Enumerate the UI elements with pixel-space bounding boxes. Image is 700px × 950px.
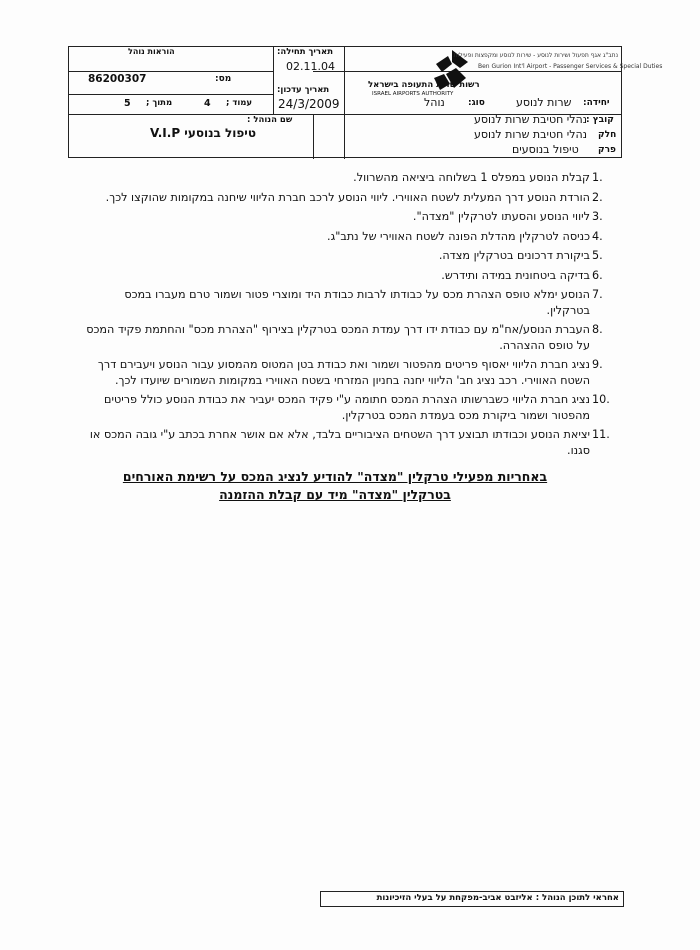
list-item: 4. כניסה לטרקלין מהדלת הפונה לשטח האווירי של נתב"ג. <box>327 229 603 243</box>
update-date-value: 24/3/2009 <box>278 97 340 111</box>
procedure-number: 86200307 <box>88 73 147 85</box>
list-item: 11. יציאת הנוסע וכבודתו תבוצע דרך השטחים הציבוריים בלבד, אלא אם אושר אחרת בכתב ע"י גובה המכס או סגנו. <box>89 428 610 457</box>
list-item: 5. ביקורת דרכונים בטרקלין מצדה. <box>438 249 603 262</box>
file-value: נהלי חטיבת שרות לנוסע <box>474 113 588 126</box>
list-item: 7. הנוסע ימלא טופס הצהרת מכס על כבודתו לרבות כבודת היד ומוצרי פטור ושמור טרם מעברו במכס בטרקלין. <box>124 288 603 317</box>
part-value: נהלי חטיבת שרות לנוסע <box>474 128 588 141</box>
org-small-line: נתב"ג אגף תפעול ושירות לנוסע - שירות לנוסע ומקפצות ופעילות <box>453 52 618 59</box>
procedure-name: טיפול בנוסעי V.I.P <box>150 126 256 140</box>
divider <box>69 94 273 95</box>
list-item: 9. נציג חברת הליווי יאסוף פריטים מהפטור ושמור ואת כבודת בטן המטוס מהמסוע עבור הנוסע ויעבירם דרך השטח האווירי. רכב נציג חב' הליווי יחנה בחניון המזרחי בשטח האווירי במקומות השמורים שיועדו לכך. <box>97 358 603 387</box>
unit-label: יחידה: <box>583 98 610 108</box>
part-label: חלק <box>598 130 617 140</box>
page-label: עמוד ; <box>226 98 253 108</box>
chapter-value: טיפול בנוסעים <box>512 143 579 156</box>
list-item: 10. נציג חברת הליווי כשברשותו הצהרת המכס חתומה ע"י פקיד המכס יעביר את כבודת הנוסע כולל פריטים מהפטור ושמור ביקורת מכס בעמדת המכס בטרקלין. <box>104 393 610 422</box>
list-item: 3. ליווי הנוסע והסעתו לטרקלין "מצדה". <box>412 210 603 223</box>
type-label: סוג: <box>468 98 485 108</box>
list-item: 8. העברת הנוסע/אח"מ עם כבודת ידו דרך עמדת המכס בטרקלין בצירוף "הצהרת מכס" והחתמת פקיד המכס על טופס ההצהרה. <box>86 323 603 352</box>
list-item: 1. קבלת הנוסע במפלס 1 בשלוחה ביציאה מהשרוול. <box>353 171 603 184</box>
unit-value: שרות לנוסע <box>516 96 572 109</box>
note-line-2: בטרקלין "מצדה" מיד עם קבלת ההזמנה <box>219 487 451 502</box>
start-date-value: 02.11.04 <box>286 60 335 73</box>
of-label: מתוך ; <box>146 98 173 108</box>
file-label: קובץ : <box>586 115 614 125</box>
list-item: 2. הורדת הנוסע דרך המעלית לשטח האווירי. ליווי הנוסע לרכב חברת הליווי שיחנה במקומות שהוקצו לכך. <box>105 190 603 204</box>
divider <box>344 47 345 159</box>
type-value: נוהל <box>424 96 445 109</box>
authority-name-en: ISRAEL AIRPORTS AUTHORITY <box>372 91 454 97</box>
divider <box>69 71 273 72</box>
divider <box>273 47 274 114</box>
procedure-steps <box>82 170 610 462</box>
list-item: 6. בדיקה ביטחונית במידה ותידרש. <box>441 268 603 282</box>
start-date-label: תאריך תחילה: <box>277 47 334 57</box>
page-value: 4 <box>204 98 211 109</box>
instructions-label: הוראות נוהל <box>128 47 175 56</box>
authority-name-he: רשות שדות התעופה בישראל <box>368 80 480 90</box>
responsibility-note <box>100 468 570 504</box>
divider <box>313 114 314 159</box>
number-label: מס: <box>215 74 232 84</box>
airport-name-en: Ben Gurion Int'l Airport - Passenger Services & Special Duties <box>478 63 663 70</box>
chapter-label: פרק <box>598 145 616 155</box>
procedure-name-label: שם הנוהל : <box>247 115 293 125</box>
footer-responsible: אחראי לתוכן הנוהל : אליזבט אביב-מפקחת על בעלי הזיכיונות <box>320 891 624 907</box>
update-date-label: תאריך עדכון: <box>277 85 330 95</box>
note-line-1: באחריות מפעילי טרקלין "מצדה" להודיע לנציג המכס על רשימת האורחים <box>122 469 548 484</box>
of-value: 5 <box>124 98 131 109</box>
